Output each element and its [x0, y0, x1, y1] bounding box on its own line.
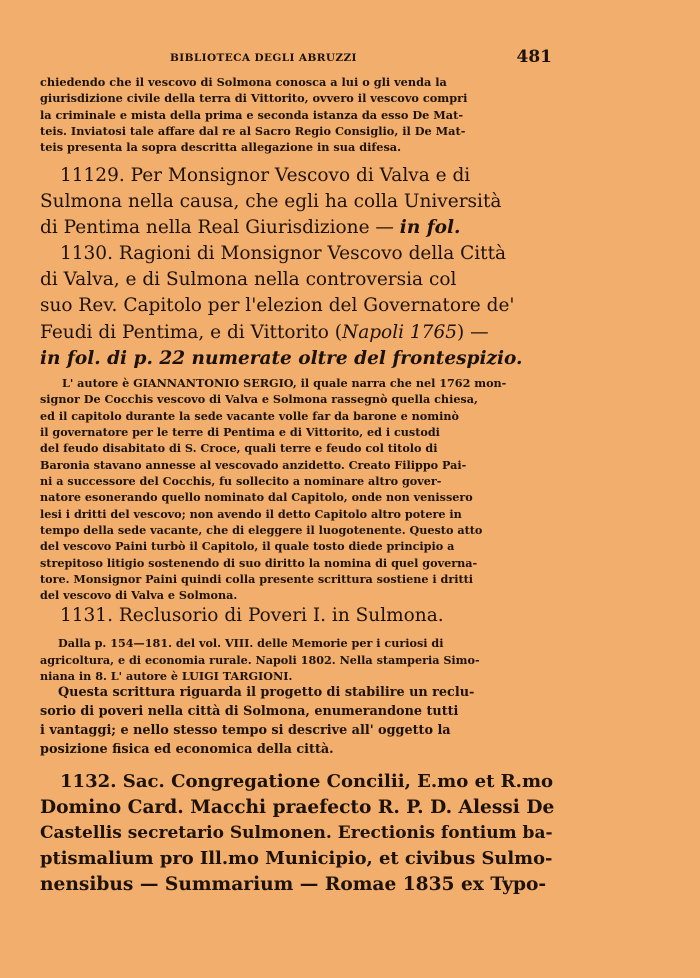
note-line: lesi i dritti del vescovo; non avendo il detto Capitolo altro potere in — [40, 506, 462, 521]
note-line: del feudo disabitato di S. Croce, quali terre e feudo col titolo di — [40, 441, 438, 456]
continuation-paragraph — [40, 74, 558, 155]
note-line: ni a successore del Cocchis, fu sollecito a nominare altro gover- — [40, 474, 442, 489]
book-page — [40, 40, 558, 960]
note-line: Baronia stavano annesse al vescovado anzidetto. Creato Filippo Pai- — [40, 457, 467, 472]
note-line: L' autore è GIANNANTONIO SERGIO, il quale narra che nel 1762 mon- — [62, 376, 507, 391]
entry-title-line: 11129. Per Monsignor Vescovo di Valva e di — [60, 165, 471, 186]
entry-1129 — [40, 163, 558, 242]
entry-title-line: di Pentima nella Real Giurisdizione — — [40, 217, 394, 239]
note-line: agricoltura, e di economia rurale. Napoli 1802. Nella stamperia Simo- — [40, 652, 480, 667]
entry-1132 — [40, 769, 558, 898]
note-line: tempo della sede vacante, che di eleggere il luogotenente. Questo atto — [40, 523, 483, 538]
entry-1130: 1130. Ragioni di Monsignor Vescovo della Città di Valva, e di Sulmona nella controversia col suo Rev. Capitolo per l'elezion del Governatore de' Feudi di Pentima, e di Vittorito (Napoli 1765) — in fol. di p. 22 numerate oltre del frontespizio. L' autore è GIANNANTONIO SERGIO, il quale narra che nel 1762 mon- signor De Cocchis vescovo di Valva e Solmona rassegnò quella chiesa, ed il capitolo durante la sede vacante volle far da barone e nominò il governatore per le terre di Pentima e di Vittorito, ed i custodi del feudo disabitato di S. Croce, quali terre e feudo col titolo di Baronia stavano annesse al vescovado anzidetto. Creato Filippo Pai- ni a successore del Cocchis, fu sollecito a nominare altro gover- natore esonerando quello nominato dal Capitolo, onde non venissero lesi i dritti del vescovo; non avendo il detto Capitolo altro potere in tempo della sede vacante, che di eleggere il luogotenente. Questo atto del vescovo Paini turbò il Capitolo, il quale tosto diede principio a strepitoso litigio sostenendo di suo diritto la nomina di quel governa- tore. Monsignor Paini quindi colla presente scrittura sostiene i dritti del vescovo di Valva e Solmona. — [40, 241, 558, 604]
running-title: BIBLIOTECA DEGLI ABRUZZI — [170, 52, 357, 64]
note-line: natore esonerando quello nominato dal Capitolo, onde non venissero — [40, 490, 473, 505]
entry-title-line: nensibus — Summarium — Romae 1835 ex Typo- — [40, 874, 547, 896]
entry-note — [40, 375, 558, 604]
entry-title-line: 1132. Sac. Congregatione Concilii, E.mo et R.mo — [60, 771, 554, 792]
note-line: tore. Monsignor Paini quindi colla presente scrittura sostiene i dritti — [40, 572, 474, 587]
body-line: posizione fisica ed economica della città. — [40, 741, 334, 757]
body-line: i vantaggi; e nello stesso tempo si descrive all' oggetto la — [40, 722, 451, 738]
entry-title-line: Castellis secretario Sulmonen. Erectionis fontium ba- — [40, 822, 553, 843]
entry-body — [40, 684, 558, 759]
note-line: il governatore per le terre di Pentima e di Vittorito, ed i custodi — [40, 425, 440, 440]
entry-title-line: suo Rev. Capitolo per l'elezion del Governatore de' — [40, 295, 515, 317]
entry-title-line: 1130. Ragioni di Monsignor Vescovo della Città — [60, 243, 507, 264]
note-line: del vescovo Paini turbò il Capitolo, il quale tosto diede principio a — [40, 539, 455, 554]
entry-title-line: Feudi di Pentima, e di Vittorito ( — [40, 321, 342, 343]
format-label: in fol. — [399, 217, 461, 239]
note-line: strepitoso litigio sostenendo di suo diritto la nomina di quel governa- — [40, 555, 478, 570]
entry-title-line: Sulmona nella causa, che egli ha colla Università — [40, 191, 502, 213]
note-line: Dalla p. 154—181. del vol. VIII. delle Memorie per i curiosi di — [58, 636, 444, 651]
entry-title-line: 1131. Reclusorio di Poveri I. in Sulmona. — [60, 605, 444, 626]
text-line: teis presenta la sopra descritta allegazione in sua difesa. — [40, 140, 402, 155]
page-number: 481 — [516, 47, 552, 67]
body-line: sorio di poveri nella città di Solmona, enumerandone tutti — [40, 704, 459, 720]
text-line: giurisdizione civile della terra di Vittorito, ovvero il vescovo compri — [40, 91, 468, 106]
entry-title-line: di Valva, e di Sulmona nella controversia col — [40, 269, 457, 291]
text-line: la criminale e mista della prima e seconda istanza da esso De Mat- — [40, 107, 464, 122]
note-line: niana in 8. L' autore è LUIGI TARGIONI. — [40, 668, 293, 683]
page-header — [40, 48, 558, 72]
imprint: Napoli 1765 — [342, 321, 457, 343]
entry-note — [40, 635, 558, 684]
entry-1131 — [40, 603, 558, 759]
note-line: ed il capitolo durante la sede vacante volle far da barone e nominò — [40, 408, 459, 423]
entry-title-line: ptismalium pro Ill.mo Municipio, et civibus Sulmo- — [40, 848, 553, 870]
note-line: del vescovo di Valva e Solmona. — [40, 588, 238, 603]
body-line: Questa scrittura riguarda il progetto di stabilire un reclu- — [58, 685, 475, 701]
entry-title-line: Domino Card. Macchi praefecto R. P. D. Alessi De — [40, 796, 555, 818]
text-line: chiedendo che il vescovo di Solmona conosca a lui o gli venda la — [40, 75, 447, 89]
entry-format-line: in fol. di p. 22 numerate oltre del frontespizio. — [40, 347, 523, 369]
text-line: teis. Inviatosi tale affare dal re al Sacro Regio Consiglio, il De Mat- — [40, 123, 466, 138]
note-line: signor De Cocchis vescovo di Valva e Solmona rassegnò quella chiesa, — [40, 392, 478, 407]
